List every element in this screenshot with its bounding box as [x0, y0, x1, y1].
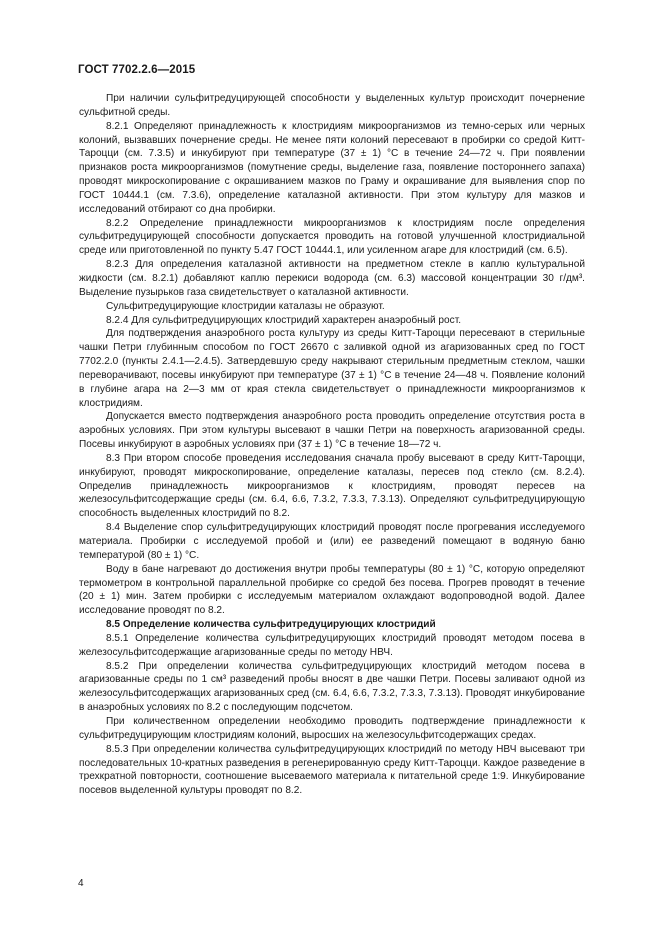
paragraph: Для подтверждения анаэробного роста культуру из среды Китт-Тароцци пересевают в стерильные чашки Петри глубинным способом по ГОСТ 26670 с заливкой одной из агаризованных сред по ГОСТ 7702.2.0 (пункты 2.4.1—2.4.5). Затвердевшую среду накрывают стерильным предметным стеклом, чашки переворачивают, посевы инкубируют при температуре (37 ± 1) °С в течение 24—48 ч. Появление колоний в глубине агара на 2—3 мм от края стекла свидетельствует о принадлежности микроорганизмов к клостридиям. — [79, 328, 585, 409]
section-heading-8-5: 8.5 Определение количества сульфитредуцирующих клостридий — [106, 619, 436, 631]
clause-8-2-4: 8.2.4 Для сульфитредуцирующих клостридий характерен анаэробный рост. — [106, 314, 461, 326]
clause-8-5-2: 8.5.2 При определении количества сульфитредуцирующих клостридий методом посева в агаризованные среды по 1 см³ разведений пробы вносят в две чашки Петри. Посевы заливают одной из железосульфитсодержащих агаризованных сред (см. 6.4, 6.6, 7.3.2, 7.3.3, 7.3.13). Проводят инкубирование в анаэробных условиях по 8.2 с последующим подсчетом. — [79, 660, 585, 714]
clause-8-3: 8.3 При втором способе проведения исследования сначала пробу высевают в среду Китт-Тароцци, инкубируют, проводят микроскопирование, определение каталазы, пересев под стекло (см. 8.2.4). Определив принадлежность микроорганизмов к клостридиям, проводят пересев на железосульфитсодержащие среды (см. 6.4, 6.6, 7.3.2, 7.3.3, 7.3.13). Определяют сульфитредуцирующую способность выделенных клостридий по 8.2. — [79, 452, 585, 520]
paragraph: Допускается вместо подтверждения анаэробного роста проводить определение отсутствия роста в аэробных условиях. При этом культуры высевают в чашки Петри на поверхность агаризованной среды. Посевы инкубируют в аэробных условиях при (37 ± 1) °С в течение 18—72 ч. — [79, 411, 585, 451]
paragraph: Сульфитредуцирующие клостридии каталазы не образуют. — [106, 300, 385, 312]
paragraph: При наличии сульфитредуцирующей способности у выделенных культур происходит почернение сульфитной среды. — [79, 93, 585, 118]
clause-8-2-1: 8.2.1 Определяют принадлежность к клостридиям микроорганизмов из темно-серых или черных колоний, вызвавших почернение среды. Не менее пяти колоний пересевают в пробирки со средой Китт-Тароцци (см. 7.3.5) и инкубируют при температуре (37 ± 1) °С в течение 24—72 ч. При появлении признаков роста микроорганизмов (помутнение среды, выделение газа, появление постороннего запаха) проводят микроскопирование с окрашиванием мазков по Граму и окрашивание для выявления спор по ГОСТ 10444.1 (см. 7.3.6), определение каталазной активности. При этом культуру для мазков и исследований отбирают со дна пробирки. — [79, 120, 585, 215]
document-body — [79, 92, 585, 798]
page-number: 4 — [78, 878, 84, 889]
clause-8-2-3: 8.2.3 Для определения каталазной активности на предметном стекле в каплю культуральной жидкости (см. 8.2.1) добавляют каплю перекиси водорода (см. 6.3) массовой концентрации 30 г/дм³. Выделение пузырьков газа свидетельствует о каталазной активности. — [79, 259, 585, 298]
paragraph: Воду в бане нагревают до достижения внутри пробы температуры (80 ± 1) °С, которую определяют термометром в контрольной параллельной пробирке со средой без посева. Прогрев проводят в течение (20 ± 1) мин. Затем пробирки с исследуемым материалом охлаждают водопроводной водой. Далее исследование проводят по 8.2. — [79, 563, 585, 617]
paragraph: При количественном определении необходимо проводить подтверждение принадлежности к сульфитредуцирующим клостридиям колоний, выросших на железосульфитсодержащих средах. — [79, 715, 585, 741]
document-header: ГОСТ 7702.2.6—2015 — [78, 64, 196, 76]
clause-8-5-1: 8.5.1 Определение количества сульфитредуцирующих клостридий проводят методом посева в железосульфитсодержащие агаризованные среды по методу НВЧ. — [79, 632, 585, 658]
clause-8-5-3: 8.5.3 При определении количества сульфитредуцирующих клостридий по методу НВЧ высевают три последовательных 10-кратных разведения в регенерированную среду Китт-Тароцци. Каждое разведение в трехкратной повторности, соотношение высеваемого материала к питательной среде 1:9. Инкубирование посевов выделенной культуры проводят по 8.2. — [79, 743, 585, 797]
clause-8-4: 8.4 Выделение спор сульфитредуцирующих клостридий проводят после прогревания исследуемого материала. Пробирки с исследуемой пробой и (или) ее разведений помещают в водяную баню температурой (80 ± 1) °С. — [79, 522, 585, 561]
clause-8-2-2: 8.2.2 Определение принадлежности микроорганизмов к клостридиям после определения сульфитредуцирующей способности допускается проводить на готовой улучшенной клостридиальной среде или приготовленной по пункту 5.47 ГОСТ 10444.1, или усиленном агаре для клостридий (см. 6.5). — [79, 217, 585, 257]
